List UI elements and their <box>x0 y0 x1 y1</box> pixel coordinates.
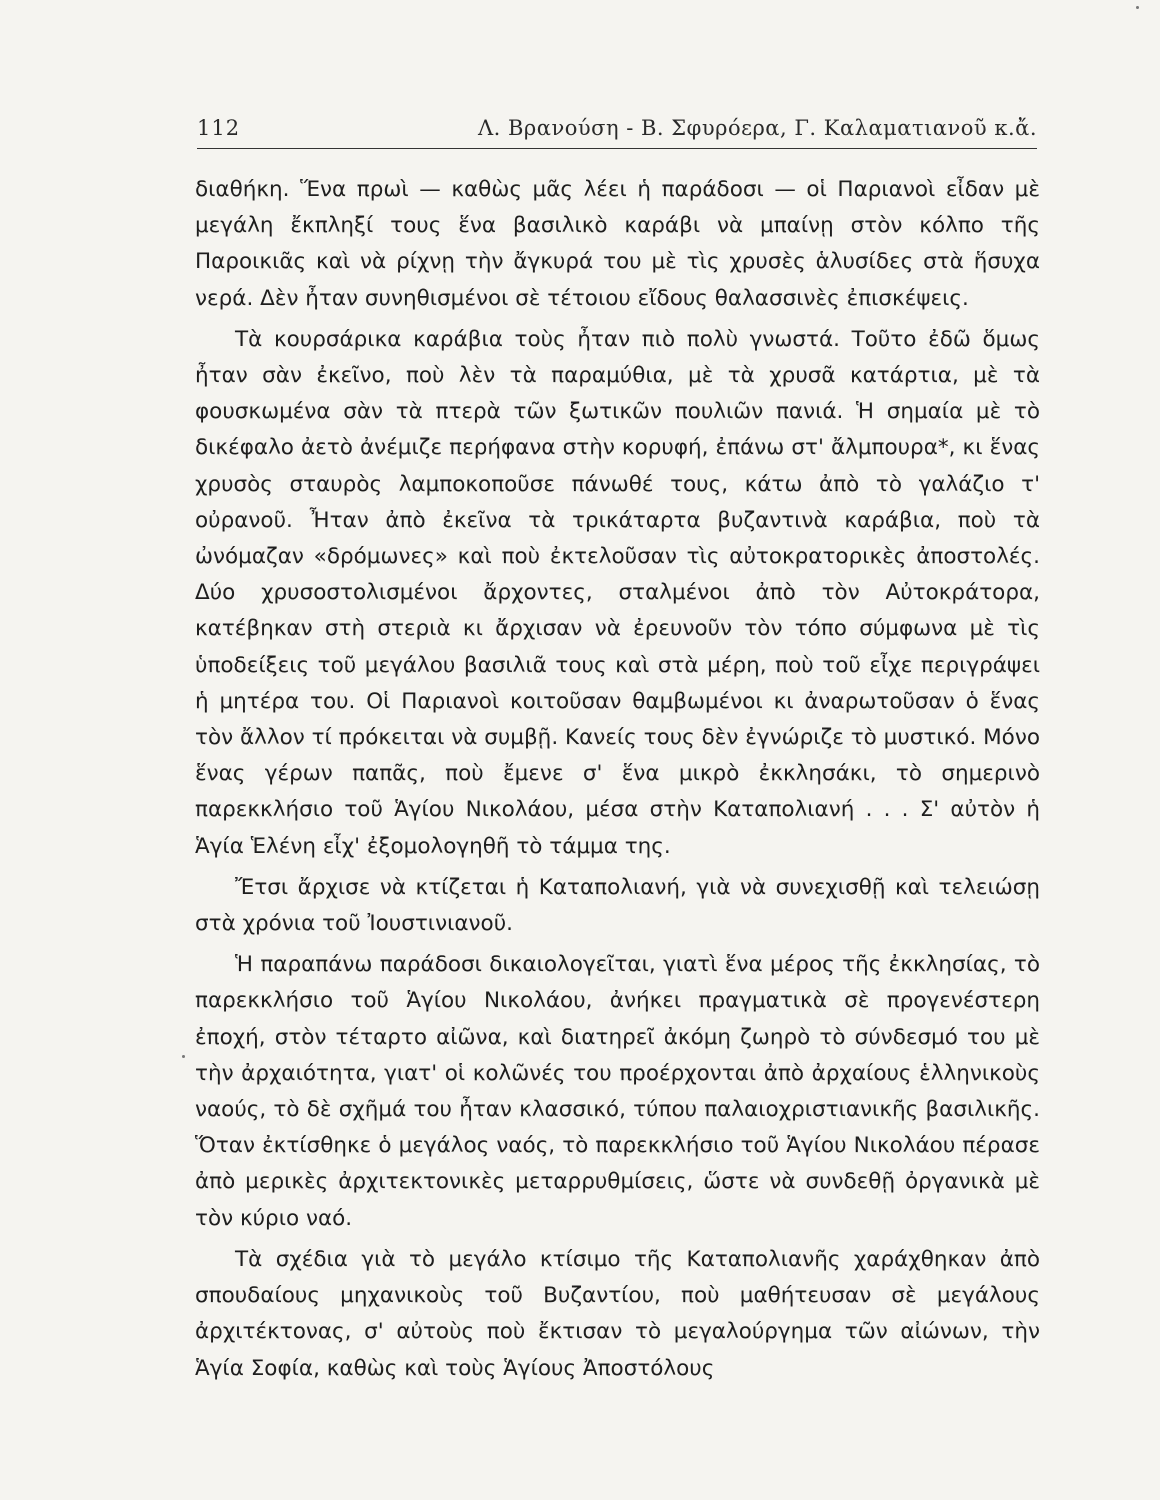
page-header <box>197 108 1037 149</box>
paragraph-4: Ἡ παραπάνω παράδοσι δικαιολογεῖται, γιατὶ ἕνα μέρος τῆς ἐκκλησίας, τὸ παρεκκλήσιο τοῦ Ἁγίου Νικολάου, ἀνήκει πραγματικὰ σὲ προγενέστερη ἐποχή, στὸν τέταρτο αἰῶνα, καὶ διατηρεῖ ἀκόμη ζωηρὸ τὸ σύνδεσμό του μὲ τὴν ἀρχαιότητα, γιατ' οἱ κολῶνές του προέρχονται ἀπὸ ἀρχαίους ἑλληνικοὺς ναούς, τὸ δὲ σχῆμά του ἦταν κλασσικό, τύπου παλαιοχριστιανικῆς βασιλικῆς. Ὅταν ἐκτίσθηκε ὁ μεγάλος ναός, τὸ παρεκκλήσιο τοῦ Ἁγίου Νικολάου πέρασε ἀπὸ μερικὲς ἀρχιτεκτονικὲς μεταρρυθμίσεις, ὥστε νὰ συνδεθῇ ὀργανικὰ μὲ τὸν κύριο ναό. <box>195 952 1040 1231</box>
paragraph-1: διαθήκη. Ἕνα πρωὶ — καθὼς μᾶς λέει ἡ παράδοσι — οἱ Παριανοὶ εἶδαν μὲ μεγάλη ἔκπληξί τους ἕνα βασιλικὸ καράβι νὰ μπαίνῃ στὸν κόλπο τῆς Παροικιᾶς καὶ νὰ ρίχνῃ τὴν ἄγκυρά του μὲ τὶς χρυσὲς ἁλυσίδες στὰ ἥσυχα νερά. Δὲν ἦταν συνηθισμένοι σὲ τέτοιου εἴδους θαλασσινὲς ἐπισκέψεις. <box>195 177 1040 311</box>
running-head: Λ. Βρανούση - Β. Σφυρόερα, Γ. Καλαματιανοῦ κ.ἄ. <box>477 116 1037 140</box>
paragraph-3: Ἔτσι ἄρχισε νὰ κτίζεται ἡ Καταπολιανή, γιὰ νὰ συνεχισθῇ καὶ τελειώσῃ στὰ χρόνια τοῦ Ἰουστινιανοῦ. <box>195 874 1040 937</box>
paper-speck <box>1136 6 1139 9</box>
paper-speck <box>182 1055 185 1058</box>
body-text <box>195 172 1040 1392</box>
page-number: 112 <box>197 116 241 140</box>
paragraph-5: Τὰ σχέδια γιὰ τὸ μεγάλο κτίσιμο τῆς Καταπολιανῆς χαράχθηκαν ἀπὸ σπουδαίους μηχανικοὺς τοῦ Βυζαντίου, ποὺ μαθήτευσαν σὲ μεγάλους ἀρχιτέκτονας, σ' αὐτοὺς ποὺ ἔκτισαν τὸ μεγαλούργημα τῶν αἰώνων, τὴν Ἁγία Σοφία, καθὼς καὶ τοὺς Ἁγίους Ἀποστόλους <box>195 1246 1040 1381</box>
paragraph-2: Τὰ κουρσάρικα καράβια τοὺς ἦταν πιὸ πολὺ γνωστά. Τοῦτο ἐδῶ ὅμως ἦταν σὰν ἐκεῖνο, ποὺ λὲν τὰ παραμύθια, μὲ τὰ χρυσᾶ κατάρτια, μὲ τὰ φουσκωμένα σὰν τὰ πτερὰ τῶν ξωτικῶν πουλιῶν πανιά. Ἡ σημαία μὲ τὸ δικέφαλο ἀετὸ ἀνέμιζε περήφανα στὴν κορυφή, ἐπάνω στ' ἄλμπουρα*, κι ἕνας χρυσὸς σταυρὸς λαμποκοποῦσε πάνωθέ τους, κάτω ἀπὸ τὸ γαλάζιο τ' οὐρανοῦ. Ἦταν ἀπὸ ἐκεῖνα τὰ τρικάταρτα βυζαντινὰ καράβια, ποὺ τὰ ὠνόμαζαν «δρόμωνες» καὶ ποὺ ἐκτελοῦσαν τὶς αὐτοκρατορικὲς ἀποστολές. Δύο χρυσοστολισμένοι ἄρχοντες, σταλμένοι ἀπὸ τὸν Αὐτοκράτορα, κατέβηκαν στὴ στεριὰ κι ἄρχισαν νὰ ἐρευνοῦν τὸν τόπο σύμφωνα μὲ τὶς ὑποδείξεις τοῦ μεγάλου βασιλιᾶ τους καὶ στὰ μέρη, ποὺ τοῦ εἶχε περιγράψει ἡ μητέρα του. Οἱ Παριανοὶ κοιτοῦσαν θαμβωμένοι κι ἀναρωτοῦσαν ὁ ἕνας τὸν ἄλλον τί πρόκειται νὰ συμβῇ. Κανείς τους δὲν ἐγνώριζε τὸ μυστικό. Μόνο ἕνας γέρων παπᾶς, ποὺ ἔμενε σ' ἕνα μικρὸ ἐκκλησάκι, τὸ σημερινὸ παρεκκλήσιο τοῦ Ἁγίου Νικολάου, μέσα στὴν Καταπολιανή . . . Σ' αὐτὸν ἡ Ἁγία Ἑλένη εἶχ' ἐξομολογηθῆ τὸ τάμμα της. <box>195 326 1040 859</box>
